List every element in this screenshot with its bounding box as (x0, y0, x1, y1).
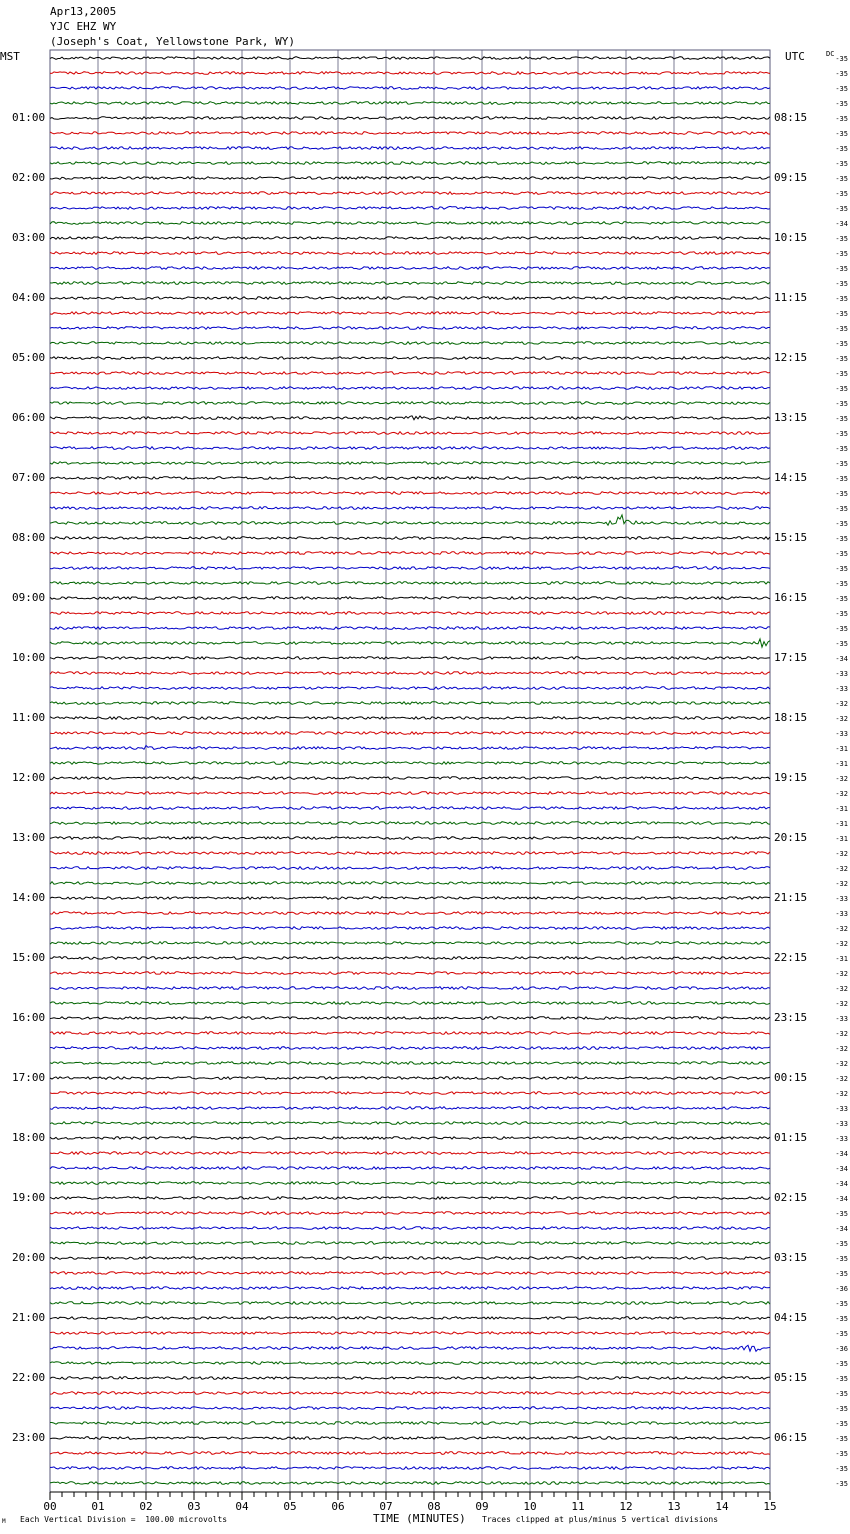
trace-line (50, 416, 770, 420)
utc-hour-label: 18:15 (774, 711, 808, 724)
trace-line (50, 1182, 770, 1185)
trace-line (50, 1152, 770, 1155)
trace-line (50, 492, 770, 495)
x-tick-label: 03 (187, 1500, 201, 1513)
trace-line (50, 942, 770, 945)
mst-hour-label: 07:00 (12, 471, 46, 484)
dc-offset-label: -35 (835, 235, 848, 243)
dc-offset-label: -35 (835, 625, 848, 633)
trace-line (50, 1345, 770, 1351)
dc-offset-label: -32 (835, 1075, 848, 1083)
trace-line (50, 972, 770, 975)
dc-offset-label: -35 (835, 370, 848, 378)
dc-offset-label: -34 (835, 1150, 848, 1158)
seismic-traces (50, 55, 848, 1488)
trace-line (50, 552, 770, 555)
trace-line (50, 1122, 770, 1125)
station-label: YJC EHZ WY (50, 20, 117, 33)
dc-offset-label: -35 (835, 1315, 848, 1323)
trace-line (50, 582, 770, 585)
dc-offset-label: -32 (835, 1030, 848, 1038)
trace-line (50, 1302, 770, 1305)
trace-line (50, 1392, 770, 1395)
dc-offset-label: -35 (835, 610, 848, 618)
trace-line (50, 882, 770, 885)
trace-line (50, 1197, 770, 1200)
mst-hour-label: 21:00 (12, 1311, 46, 1324)
mst-hour-label: 16:00 (12, 1011, 46, 1024)
x-tick-label: 07 (379, 1500, 393, 1513)
utc-hour-label: 03:15 (774, 1251, 808, 1264)
trace-line (50, 672, 770, 675)
trace-line (50, 822, 770, 825)
dc-offset-label: -35 (835, 475, 848, 483)
dc-offset-label: -35 (835, 580, 848, 588)
trace-line (50, 597, 770, 600)
dc-offset-label: -35 (835, 1360, 848, 1368)
trace-line (50, 1452, 770, 1455)
trace-line (50, 1257, 770, 1260)
trace-line (50, 342, 770, 345)
trace-line (50, 867, 770, 870)
dc-offset-label: -35 (835, 1210, 848, 1218)
dc-offset-label: -35 (835, 445, 848, 453)
trace-line (50, 1362, 770, 1365)
dc-offset-label: -34 (835, 1165, 848, 1173)
utc-hour-label: 13:15 (774, 411, 808, 424)
trace-line (50, 687, 770, 690)
trace-line (50, 1482, 770, 1485)
trace-line (50, 147, 770, 150)
dc-offset-label: -31 (835, 745, 848, 753)
dc-offset-label: -35 (835, 175, 848, 183)
utc-hour-label: 02:15 (774, 1191, 808, 1204)
dc-offset-label: -35 (835, 1240, 848, 1248)
trace-line (50, 837, 770, 840)
dc-offset-label: -32 (835, 1045, 848, 1053)
dc-offset-label: -35 (835, 130, 848, 138)
trace-line (50, 507, 770, 510)
trace-line (50, 206, 770, 209)
time-gridlines (50, 50, 770, 1492)
dc-offset-label: -36 (835, 1285, 848, 1293)
trace-line (50, 1272, 770, 1275)
dc-offset-label: -35 (835, 385, 848, 393)
x-tick-label: 09 (475, 1500, 489, 1513)
trace-line (50, 1227, 770, 1230)
dc-offset-label: -35 (835, 1405, 848, 1413)
trace-line (50, 1467, 770, 1470)
dc-offset-label: -31 (835, 820, 848, 828)
utc-hour-label: 14:15 (774, 471, 808, 484)
dc-offset-label: -32 (835, 700, 848, 708)
trace-line (50, 117, 770, 120)
trace-line (50, 372, 770, 375)
trace-line (50, 1332, 770, 1335)
dc-offset-label: -35 (835, 310, 848, 318)
trace-line (50, 957, 770, 960)
trace-line (50, 57, 770, 60)
dc-offset-label: -34 (835, 655, 848, 663)
dc-offset-label: -35 (835, 265, 848, 273)
dc-offset-label: -35 (835, 1375, 848, 1383)
trace-line (50, 252, 770, 255)
utc-hour-label: 04:15 (774, 1311, 808, 1324)
mst-hour-label: 11:00 (12, 711, 46, 724)
mst-hour-label: 12:00 (12, 771, 46, 784)
trace-line (50, 1287, 770, 1290)
dc-offset-label: -35 (835, 85, 848, 93)
mst-hour-label: 08:00 (12, 531, 46, 544)
trace-line (50, 515, 770, 525)
utc-hour-label: 01:15 (774, 1131, 808, 1144)
x-tick-label: 15 (763, 1500, 777, 1513)
mst-hour-label: 05:00 (12, 351, 46, 364)
x-tick-label: 05 (283, 1500, 297, 1513)
utc-hour-label: 19:15 (774, 771, 808, 784)
utc-hour-label: 05:15 (774, 1371, 808, 1384)
trace-line (50, 297, 770, 300)
trace-line (50, 357, 770, 360)
trace-line (50, 732, 770, 735)
x-tick-label: 02 (139, 1500, 153, 1513)
dc-offset-label: -32 (835, 865, 848, 873)
x-axis-title: TIME (MINUTES) (373, 1512, 466, 1525)
utc-hour-label: 17:15 (774, 651, 808, 664)
dc-offset-label: -35 (835, 1435, 848, 1443)
dc-offset-label: -35 (835, 1300, 848, 1308)
trace-line (50, 627, 770, 630)
dc-offset-label: -35 (835, 415, 848, 423)
utc-hour-label: 11:15 (774, 291, 808, 304)
dc-offset-label: -35 (835, 340, 848, 348)
mst-hour-label: 02:00 (12, 171, 46, 184)
dc-offset-label: -32 (835, 970, 848, 978)
dc-offset-label: -32 (835, 925, 848, 933)
dc-offset-label: -32 (835, 790, 848, 798)
mst-hour-label: 20:00 (12, 1251, 46, 1264)
dc-offset-label: -35 (835, 505, 848, 513)
dc-offset-label: -34 (835, 220, 848, 228)
trace-line (50, 1242, 770, 1245)
trace-line (50, 1062, 770, 1065)
dc-offset-label: -35 (835, 640, 848, 648)
mst-hour-label: 17:00 (12, 1071, 46, 1084)
dc-offset-label: -32 (835, 1060, 848, 1068)
left-axis-title: MST (0, 50, 20, 63)
dc-offset-label: -35 (835, 325, 848, 333)
trace-line (50, 462, 770, 465)
trace-line (50, 1107, 770, 1110)
trace-line (50, 72, 770, 75)
trace-line (50, 1047, 770, 1050)
trace-line (50, 312, 770, 315)
mst-hour-label: 03:00 (12, 231, 46, 244)
trace-line (50, 657, 770, 660)
utc-hour-label: 08:15 (774, 111, 808, 124)
trace-line (50, 102, 770, 105)
dc-offset-label: -35 (835, 1465, 848, 1473)
trace-line (50, 327, 770, 330)
utc-hour-label: 10:15 (774, 231, 808, 244)
dc-offset-label: -32 (835, 850, 848, 858)
dc-offset-label: -35 (835, 535, 848, 543)
dc-offset-label: -34 (835, 1225, 848, 1233)
mst-hour-label: 14:00 (12, 891, 46, 904)
x-tick-label: 00 (43, 1500, 57, 1513)
trace-line (50, 612, 770, 615)
footer-corner-mark: M (2, 1518, 6, 1525)
trace-line (50, 639, 770, 647)
trace-line (50, 987, 770, 990)
dc-offset-label: -35 (835, 190, 848, 198)
utc-hour-label: 21:15 (774, 891, 808, 904)
trace-line (50, 267, 770, 270)
dc-offset-label: -35 (835, 280, 848, 288)
plot-frame (50, 50, 770, 1492)
dc-offset-label: -35 (835, 295, 848, 303)
x-tick-label: 01 (91, 1500, 105, 1513)
dc-offset-label: -35 (835, 565, 848, 573)
dc-offset-label: -35 (835, 1420, 848, 1428)
mst-hour-label: 19:00 (12, 1191, 46, 1204)
dc-offset-label: -35 (835, 115, 848, 123)
utc-hour-label: 22:15 (774, 951, 808, 964)
trace-line (50, 792, 770, 795)
dc-offset-label: -32 (835, 715, 848, 723)
trace-line (50, 162, 770, 165)
mst-hour-label: 10:00 (12, 651, 46, 664)
dc-offset-label: -33 (835, 895, 848, 903)
dc-offset-label: -32 (835, 940, 848, 948)
dc-offset-label: -35 (835, 550, 848, 558)
trace-line (50, 1032, 770, 1035)
trace-line (50, 807, 770, 810)
dc-offset-label: -34 (835, 1180, 848, 1188)
dc-offset-label: -35 (835, 55, 848, 63)
mst-hour-label: 23:00 (12, 1431, 46, 1444)
trace-line (50, 745, 770, 749)
x-tick-label: 13 (667, 1500, 681, 1513)
dc-offset-label: -36 (835, 1345, 848, 1353)
trace-line (50, 87, 770, 90)
right-axis-title: UTC (785, 50, 805, 63)
dc-offset-label: -33 (835, 1135, 848, 1143)
trace-line (50, 222, 770, 225)
dc-offset-label: -31 (835, 835, 848, 843)
x-tick-label: 14 (715, 1500, 729, 1513)
trace-line (50, 1422, 770, 1425)
x-tick-label: 08 (427, 1500, 441, 1513)
dc-offset-label: -32 (835, 1000, 848, 1008)
dc-offset-label: -35 (835, 205, 848, 213)
x-tick-label: 11 (571, 1500, 585, 1513)
dc-offset-label: -35 (835, 1330, 848, 1338)
x-tick-label: 10 (523, 1500, 537, 1513)
x-tick-label: 12 (619, 1500, 633, 1513)
dc-offset-label: -33 (835, 1105, 848, 1113)
scale-note: Each Vertical Division = 100.00 microvolts (20, 1515, 228, 1524)
dc-offset-label: -35 (835, 460, 848, 468)
trace-line (50, 432, 770, 435)
utc-hour-label: 06:15 (774, 1431, 808, 1444)
trace-line (50, 192, 770, 195)
utc-hour-label: 16:15 (774, 591, 808, 604)
dc-offset-label: -32 (835, 985, 848, 993)
utc-hour-label: 09:15 (774, 171, 808, 184)
dc-offset-label: -35 (835, 400, 848, 408)
trace-line (50, 702, 770, 705)
mst-hour-label: 01:00 (12, 111, 46, 124)
trace-line (50, 447, 770, 450)
trace-line (50, 1212, 770, 1215)
dc-offset-label: -31 (835, 955, 848, 963)
mst-hour-label: 09:00 (12, 591, 46, 604)
mst-hour-label: 13:00 (12, 831, 46, 844)
dc-offset-label: -35 (835, 70, 848, 78)
dc-offset-label: -35 (835, 1390, 848, 1398)
dc-offset-label: -35 (835, 100, 848, 108)
dc-offset-label: -35 (835, 595, 848, 603)
utc-hour-label: 12:15 (774, 351, 808, 364)
dc-offset-label: -35 (835, 1450, 848, 1458)
dc-offset-label: -35 (835, 250, 848, 258)
dc-offset-label: -33 (835, 670, 848, 678)
location-label: (Joseph's Coat, Yellowstone Park, WY) (50, 35, 296, 48)
trace-line (50, 567, 770, 570)
trace-line (50, 777, 770, 780)
clip-note: Traces clipped at plus/minus 5 vertical divisions (482, 1515, 719, 1524)
dc-offset-label: -31 (835, 805, 848, 813)
trace-line (50, 237, 770, 240)
trace-line (50, 762, 770, 765)
dc-offset-label: -34 (835, 1195, 848, 1203)
dc-header: DC (826, 50, 835, 58)
dc-offset-label: -33 (835, 910, 848, 918)
trace-line (50, 1137, 770, 1140)
date-label: Apr13,2005 (50, 5, 117, 18)
trace-line (50, 177, 770, 180)
trace-line (50, 477, 770, 480)
time-axis (43, 1492, 776, 1513)
dc-offset-label: -35 (835, 160, 848, 168)
dc-offset-label: -33 (835, 1120, 848, 1128)
dc-offset-label: -32 (835, 775, 848, 783)
trace-line (50, 717, 770, 720)
trace-line (50, 1377, 770, 1380)
trace-line (50, 852, 770, 855)
trace-line (50, 1167, 770, 1170)
dc-offset-label: -35 (835, 1480, 848, 1488)
trace-line (50, 1407, 770, 1410)
mst-hour-label: 22:00 (12, 1371, 46, 1384)
dc-offset-label: -33 (835, 730, 848, 738)
dc-offset-label: -32 (835, 880, 848, 888)
dc-offset-label: -35 (835, 1255, 848, 1263)
trace-line (50, 1002, 770, 1005)
mst-hour-label: 04:00 (12, 291, 46, 304)
dc-offset-label: -31 (835, 760, 848, 768)
x-tick-label: 06 (331, 1500, 345, 1513)
utc-hour-label: 23:15 (774, 1011, 808, 1024)
trace-line (50, 1077, 770, 1080)
utc-hour-label: 15:15 (774, 531, 808, 544)
utc-hour-label: 00:15 (774, 1071, 808, 1084)
trace-line (50, 282, 770, 285)
utc-hour-label: 20:15 (774, 831, 808, 844)
mst-hour-label: 18:00 (12, 1131, 46, 1144)
trace-line (50, 1092, 770, 1095)
trace-line (50, 1437, 770, 1440)
dc-offset-label: -35 (835, 355, 848, 363)
dc-offset-label: -33 (835, 685, 848, 693)
dc-offset-label: -35 (835, 490, 848, 498)
dc-offset-label: -32 (835, 1090, 848, 1098)
dc-offset-label: -35 (835, 1270, 848, 1278)
trace-line (50, 1017, 770, 1020)
trace-line (50, 402, 770, 405)
x-tick-label: 04 (235, 1500, 249, 1513)
dc-offset-label: -35 (835, 520, 848, 528)
dc-offset-label: -33 (835, 1015, 848, 1023)
trace-line (50, 912, 770, 915)
trace-line (50, 132, 770, 135)
trace-line (50, 927, 770, 930)
trace-line (50, 387, 770, 390)
trace-line (50, 1317, 770, 1320)
mst-hour-label: 15:00 (12, 951, 46, 964)
dc-offset-label: -35 (835, 430, 848, 438)
trace-line (50, 897, 770, 900)
mst-hour-label: 06:00 (12, 411, 46, 424)
trace-line (50, 537, 770, 540)
dc-offset-label: -35 (835, 145, 848, 153)
